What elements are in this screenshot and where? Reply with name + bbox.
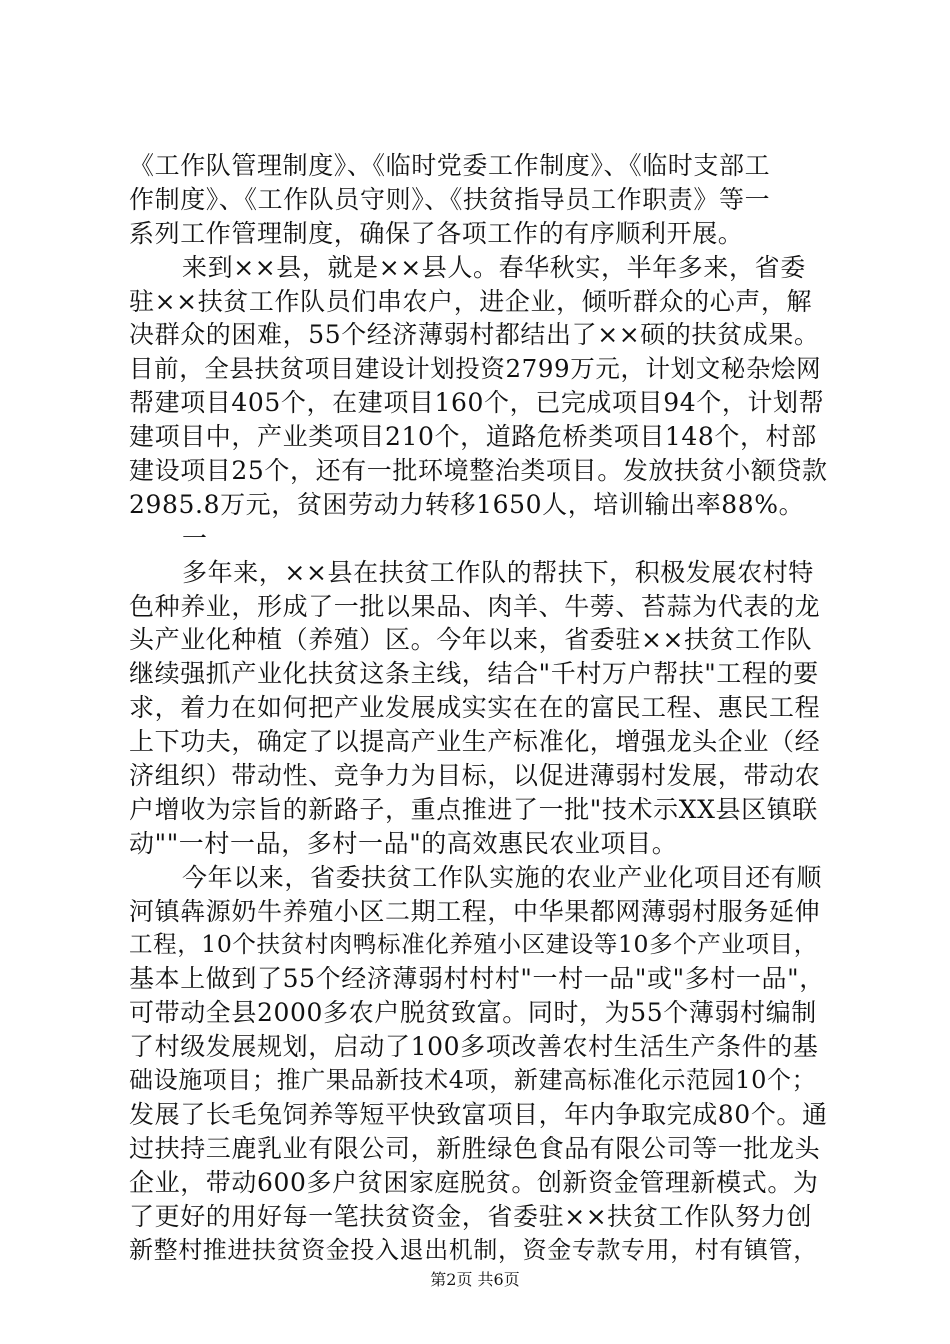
paragraph-start-line: 多年来，××县在扶贫工作队的帮扶下，积极发展农村特 [182, 557, 814, 587]
text-line: 决群众的困难，55个经济薄弱村都结出了××硕的扶贫成果。 [129, 320, 820, 350]
text-line: 了更好的用好每一笔扶贫资金，省委驻××扶贫工作队努力创 [129, 1201, 813, 1231]
paragraph-start-line: 今年以来，省委扶贫工作队实施的农业产业化项目还有顺 [182, 862, 823, 892]
text-line: 动""一村一品，多村一品"的高效惠民农业项目。 [129, 828, 678, 858]
text-line: 发展了长毛兔饲养等短平快致富项目，年内争取完成80个。通 [129, 1099, 828, 1129]
text-line: 可带动全县2000多农户脱贫致富。同时，为55个薄弱村编制 [129, 998, 817, 1028]
text-line: 色种养业，形成了一批以果品、肉羊、牛蒡、苔蒜为代表的龙 [129, 591, 821, 621]
text-line: 了村级发展规划，启动了100多项改善农村生活生产条件的基 [129, 1032, 819, 1062]
paragraph-start-line: 来到××县，就是××县人。春华秋实，半年多来，省委 [182, 252, 806, 282]
text-line: 求，着力在如何把产业发展成实实在在的富民工程、惠民工程 [129, 693, 821, 723]
text-line: 新整村推进扶贫资金投入退出机制，资金专款专用，村有镇管， [129, 1235, 818, 1264]
text-line: 建项目中，产业类项目210个，道路危桥类项目148个，村部 [129, 422, 817, 452]
text-line: 作制度》、《工作队员守则》、《扶贫指导员工作职责》等一 [129, 184, 771, 214]
text-line: 继续强抓产业化扶贫这条主线，结合"千村万户帮扶"工程的要 [129, 659, 819, 689]
text-line: 2985.8万元，贫困劳动力转移1650人，培训输出率88%。 [129, 489, 805, 519]
text-line: 户增收为宗旨的新路子，重点推进了一批"技术示XX县区镇联 [129, 794, 818, 824]
text-line: 建设项目25个，还有一批环境整治类项目。发放扶贫小额贷款 [129, 456, 828, 486]
text-line: 《工作队管理制度》、《临时党委工作制度》、《临时支部工 [129, 151, 771, 180]
section-marker: 一 [182, 523, 208, 553]
text-line: 目前，全县扶贫项目建设计划投资2799万元，计划文秘杂烩网 [129, 354, 822, 384]
text-line: 系列工作管理制度，确保了各项工作的有序顺利开展。 [129, 218, 744, 248]
text-line: 头产业化种植（养殖）区。今年以来，省委驻××扶贫工作队 [129, 625, 813, 655]
text-line: 础设施项目；推广果品新技术4项，新建高标准化示范园10个； [129, 1066, 817, 1095]
text-line: 上下功夫，确定了以提高产业生产标准化，增强龙头企业（经 [129, 727, 821, 757]
page-number: 第2页 共6页 [430, 1270, 520, 1289]
page-footer [0, 1270, 950, 1290]
text-line: 企业，带动600多户贫困家庭脱贫。创新资金管理新模式。为 [129, 1167, 819, 1197]
text-line: 工程，10个扶贫村肉鸭标准化养殖小区建设等10多个产业项目， [129, 930, 818, 959]
body-text [129, 149, 829, 1267]
text-line: 帮建项目405个，在建项目160个，已完成项目94个，计划帮 [129, 388, 825, 418]
text-line: 基本上做到了55个经济薄弱村村村"一村一品"或"多村一品"， [129, 964, 825, 994]
text-line: 济组织）带动性、竞争力为目标，以促进薄弱村发展，带动农 [129, 761, 821, 791]
text-line: 过扶持三鹿乳业有限公司，新胜绿色食品有限公司等一批龙头 [129, 1133, 821, 1163]
text-line: 河镇犇源奶牛养殖小区二期工程，中华果都网薄弱村服务延伸 [129, 896, 821, 926]
text-line: 驻××扶贫工作队员们串农户，进企业，倾听群众的心声，解 [129, 286, 813, 316]
